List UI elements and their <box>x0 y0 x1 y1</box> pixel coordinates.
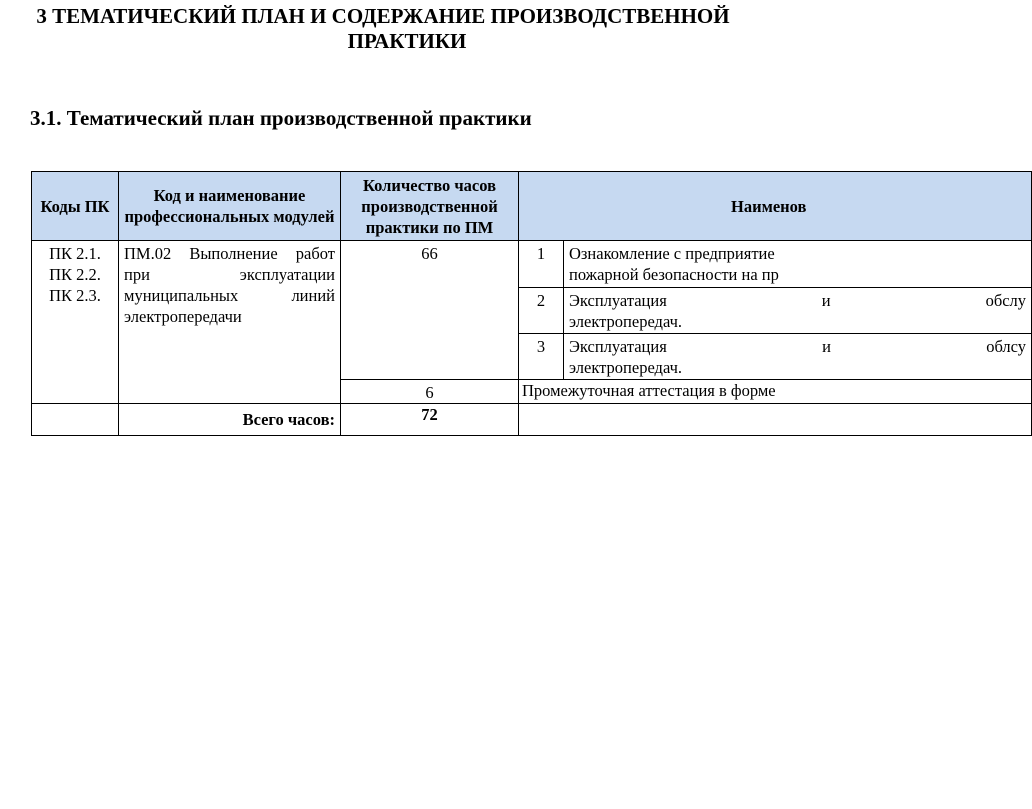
header-module: Код и наименование профессиональных модулей <box>119 172 341 241</box>
topic-word: обслу <box>985 291 1027 310</box>
topic-word: и <box>821 291 831 310</box>
codes-cell <box>32 241 119 404</box>
topic-word: облсу <box>986 337 1027 356</box>
code-item: ПК 2.2. <box>49 265 101 284</box>
topic-number: 2 <box>519 288 564 334</box>
topic-line: Ознакомление с предприятие <box>569 244 775 263</box>
attestation-hours: 6 <box>341 380 519 404</box>
topic-word: Эксплуатация <box>569 291 667 310</box>
topic-line <box>569 290 1026 311</box>
topic-line: электропередач. <box>569 312 683 331</box>
thematic-plan-table-container <box>31 171 1027 441</box>
code-item: ПК 2.1. <box>49 244 101 263</box>
header-name: Наименов <box>519 172 1032 241</box>
total-row <box>32 404 1032 436</box>
topic-word: Эксплуатация <box>569 337 667 356</box>
topic-cell <box>564 334 1032 380</box>
page-title-line-2: ПРАКТИКИ <box>347 29 467 53</box>
topic-cell <box>564 241 1032 288</box>
topic-number: 1 <box>519 241 564 288</box>
topic-line <box>569 336 1026 357</box>
hours-cell: 66 <box>341 241 519 380</box>
section-title: 3.1. Тематический план производственной практики <box>30 106 532 130</box>
topic-number: 3 <box>519 334 564 380</box>
thematic-plan-table <box>31 171 1032 436</box>
table-header-row <box>32 172 1032 241</box>
empty-cell <box>519 404 1032 436</box>
header-hours: Количество часов производственной практики по ПМ <box>341 172 519 241</box>
code-item: ПК 2.3. <box>49 286 101 305</box>
empty-cell <box>32 404 119 436</box>
attestation-text: Промежуточная аттестация в форме <box>519 380 1032 404</box>
total-label: Всего часов: <box>119 404 341 436</box>
module-cell: ПМ.02 Выполнение работ при эксплуатации муниципальных линий электропередачи <box>119 241 341 404</box>
page-title-line-1: 3 ТЕМАТИЧЕСКИЙ ПЛАН И СОДЕРЖАНИЕ ПРОИЗВОДСТВЕННОЙ <box>36 4 730 28</box>
total-value: 72 <box>341 404 519 436</box>
header-codes: Коды ПК <box>32 172 119 241</box>
topic-line: электропередач. <box>569 358 683 377</box>
topic-word: и <box>822 337 831 356</box>
table-row <box>32 241 1032 288</box>
topic-cell <box>564 288 1032 334</box>
page-title <box>0 4 816 54</box>
topic-line: пожарной безопасности на пр <box>569 265 779 284</box>
